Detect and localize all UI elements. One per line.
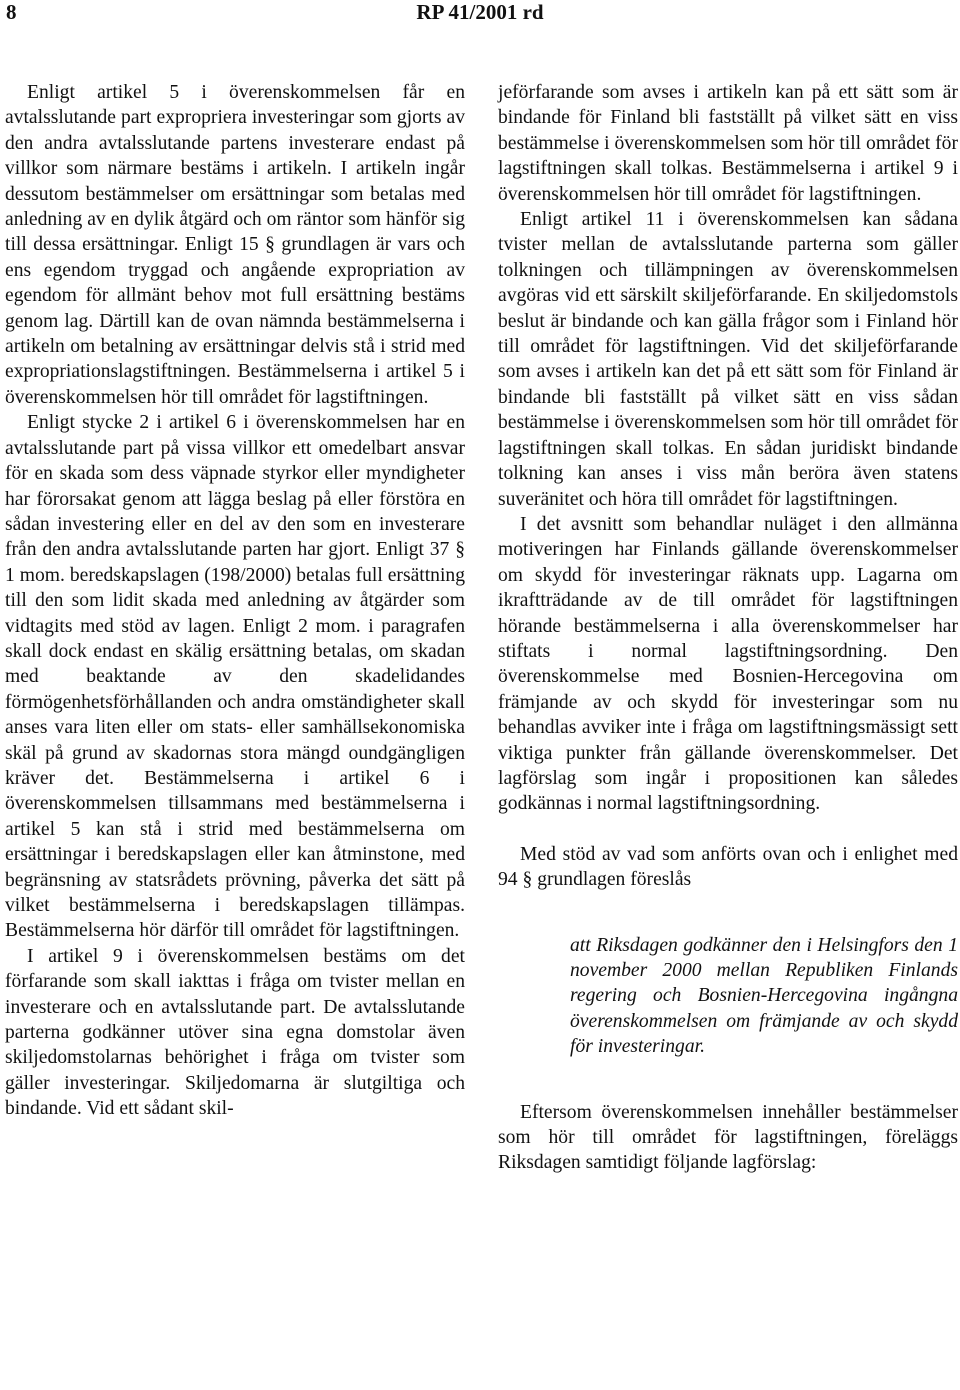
right-paragraph-current-state: I det avsnitt som behandlar nuläget i den allmänna motiveringen har Finlands gällande överenskommelser om skydd för investeringar räknats upp. Lagarna om ikraftträdande av de till området för lagstiftningen hörande bestämmelserna i alla överenskommelser har stiftats i normal lagstiftningsordning. Den överenskommelse med Bosnien-Hercegovina om främjande av och skydd för investeringar som nu behandlas avviker inte i fråga om lagstiftningsmässigt sett viktiga punkter från gällande överenskommelser. Det lagförslag som ingår i propositionen kan således godkännas i normal lagstiftningsordning. bbox=[498, 513, 958, 815]
left-paragraph-disputes: I artikel 9 i överenskommelsen bestäms om det förfarande som skall iakttas i fråga om tvister mellan en investerare och en avtalsslutande part. De avtalsslutande parterna godkänner utöver sina egna domstolar även skiljedomstolarnas behörighet i fråga om tvister som gäller investeringar. Skiljedomarna är slutgiltiga och bindande. Vid ett sådant skil- bbox=[5, 945, 465, 1120]
page-number: 8 bbox=[6, 0, 17, 24]
left-column bbox=[5, 80, 465, 1122]
left-paragraph-expropriation: Enligt artikel 5 i överenskommelsen får en avtalsslutande part expropriera investeringar som gjorts av den andra avtalsslutande partens investerare endast på villkor som närmare bestäms i artikeln. I artikeln ingår dessutom bestämmelser om ersättningar som betalas med anledning av en dylik åtgärd och om räntor som hänför sig till dessa ersättningar. Enligt 15 § grundlagen är vars och ens egendom tryggad och angående expropriation av egendom för allmänt behov mot full ersättning bestäms genom lag. Därtill kan de ovan nämnda bestämmelserna i artikeln om betalning av ersättningar delvis stå i strid med expropriationslagstiftningen. Bestämmelserna i artikel 5 i överenskommelsen hör till området för lagstiftningen. bbox=[5, 82, 465, 408]
right-paragraph-proposal-intro: Med stöd av vad som anförts ovan och i enlighet med 94 § grundlagen föreslås bbox=[498, 843, 958, 891]
running-head: RP 41/2001 rd bbox=[416, 0, 544, 24]
right-paragraph-continuation: jeförfarande som avses i artikeln kan på ett sätt som är bindande för Finland bli fastställt på vilket sätt en viss bestämmelse i överenskommelsen som hör till området för lagstiftningen skall tolkas. Bestämmelserna i artikel 9 i överenskommelsen hör till området för lagstiftningen. bbox=[498, 82, 958, 205]
proposal-text: att Riksdagen godkänner den i Helsingfors den 1 november 2000 mellan Republiken Finlands regering och Bosnien-Hercegovina ingångna överenskommelsen om främjande av och skydd för investeringar. bbox=[570, 934, 958, 1058]
right-paragraph-article-11: Enligt artikel 11 i överenskommelsen kan sådana tvister mellan de avtalsslutande parterna som gäller tolkningen och tillämpningen av överenskommelsen avgöras vid ett särskilt skiljeförfarande. En skiljedomstols beslut är bindande och kan gälla frågor som i Finland hör till området för lagstiftningen. Vid det skiljeförfarande som avses i artikeln kan det på ett sätt som för Finland är bindande bli fastställt på vilket sätt en viss sådan bestämmelse i överenskommelsen som hör till området för lagstiftningen skall tolkas. En sådan juridiskt bindande tolkning kan anses i viss mån beröra även statens suveränitet och höra till området för lagstiftningen. bbox=[498, 209, 958, 510]
right-paragraph-closing: Eftersom överenskommelsen innehåller bestämmelser som hör till området för lagstiftningen, föreläggs Riksdagen samtidigt följande lagförslag: bbox=[498, 1101, 958, 1174]
left-paragraph-damages: Enligt stycke 2 i artikel 6 i överenskommelsen har en avtalsslutande part på vissa villkor ett omedelbart ansvar för en skada som dess väpnade styrkor eller myndigheter har förorsakat genom att lägga beslag på eller förstöra en sådan investering eller en del av den som en investerare från den andra avtalsslutande parten har gjort. Enligt 37 § 1 mom. beredskapslagen (198/2000) betalas full ersättning till den som lidit skada med anledning av åtgärder som vidtagits med stöd av lagen. Enligt 2 mom. i paragrafen skall dock endast en skälig ersättning betalas, om skadan med beaktande av den skadelidandes förmögenhetsförhållanden och andra omständigheter skall anses vara liten eller om stats- eller samhällsekonomiska skäl på grund av skadornas stora mängd oundgängligen kräver det. Bestämmelserna i artikel 6 i överenskommelsen tillsammans med bestämmelserna i artikel 5 kan stå i strid med bestämmelserna om ersättningar i beredskapslagen eller kan åtminstone, med begränsning av statsrådets prövning, påverka det sätt på vilket bestämmelserna i beredskapslagen tillämpas. Bestämmelserna hör därför till området för lagstiftningen. bbox=[5, 412, 465, 942]
right-column bbox=[498, 80, 958, 1176]
